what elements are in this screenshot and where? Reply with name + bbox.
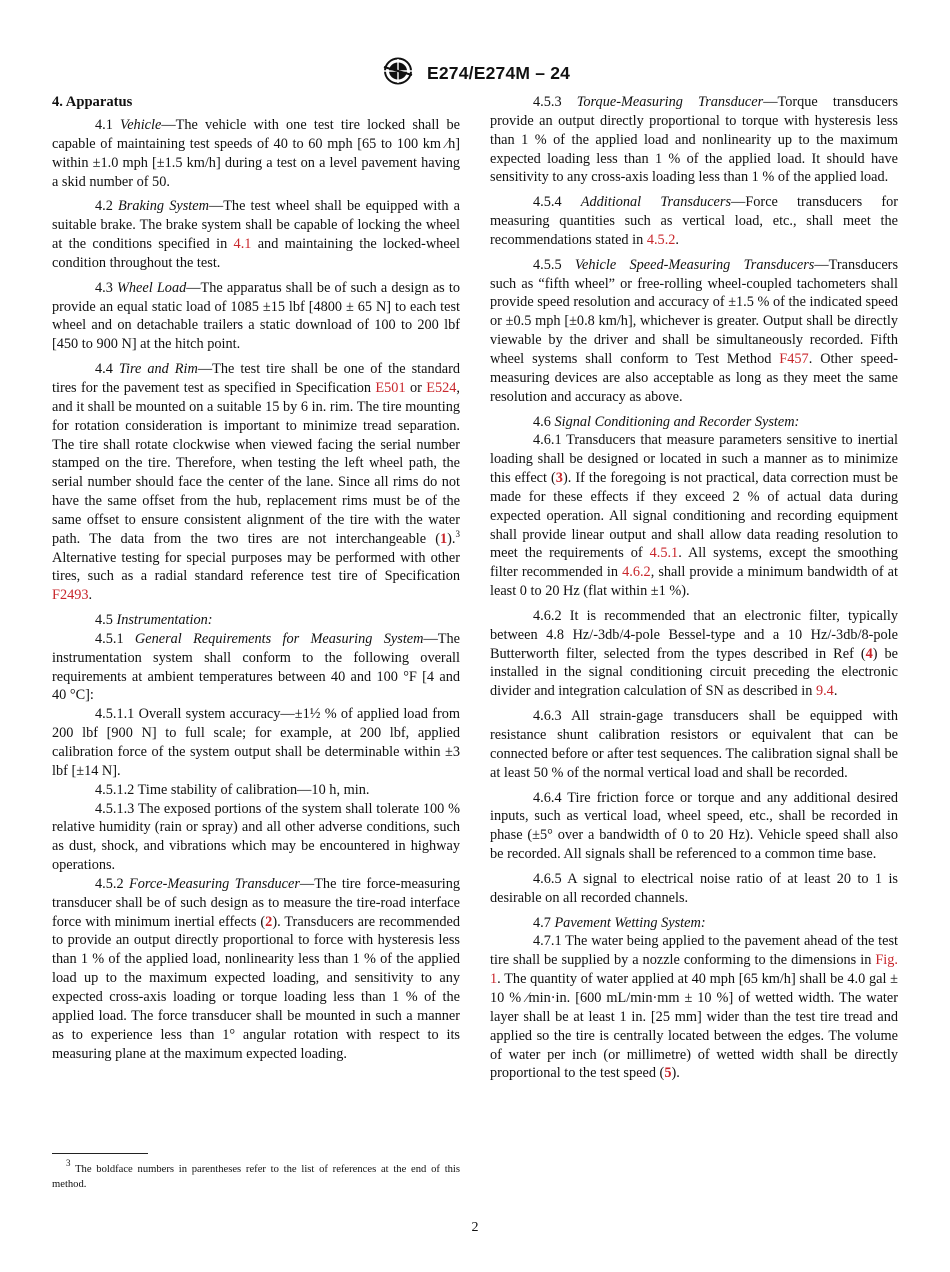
paragraph-4-5-4: 4.5.4 Additional Transducers—Force transducers for measuring quantities such as vertical load, etc., shall meet the recommendations stated in 4.5.2. — [490, 194, 899, 248]
paragraph-4-3: 4.3 Wheel Load—The apparatus shall be of such a design as to provide an equal static load of 1085 ±15 lbf [4800 ± 65 N] to each test wheel and on detachable trailers a static download of 100 to 200 lbf [450 to 900 N] at the hitch point. — [52, 279, 460, 353]
footnote-divider — [52, 1153, 148, 1154]
page-header — [0, 57, 950, 90]
astm-logo-icon — [380, 57, 416, 90]
footnote — [52, 1158, 460, 1192]
paragraph-4-5-3: 4.5.3 Torque-Measuring Transducer—Torque transducers provide an output directly proportional to torque with hysteresis less than 1 % of the applied load and nonlinearity up to the maximum expected loading less than 1 % of the applied load. It should have sensitivity to any cross-axis loading less than 1 % of the applied load. — [490, 94, 899, 186]
ref-link[interactable]: 3 — [555, 470, 563, 487]
paragraph-4-6-5: 4.6.5 A signal to electrical noise ratio of at least 20 to 1 is desirable on all recorded channels. — [490, 870, 898, 906]
paragraph-4-5-5: 4.5.5 Vehicle Speed-Measuring Transducers—Transducers such as “fifth wheel” or free-rolling wheel-coupled tachometers shall provide speed resolution and accuracy of ±1.5 % of the indicated speed or ±0.5 mph [±0.8 km/h], whichever is greater. Output shall be directly viewable by the driver and shall be simultaneously recorded. Fifth wheel systems shall conform to Test Method F457. Other speed-measuring devices are also acceptable as long as they meet the same resolution and accuracy as above. — [490, 256, 899, 405]
paragraph-4-7-1: 4.7.1 The water being applied to the pavement ahead of the test tire shall be supplied by a nozzle conforming to the dimensions in Fig. 1. The quantity of water applied at 40 mph [65 km/h] shall be 4.0 gal ± 10 % ⁄min·in. [600 mL/min·mm ± 10 %] of wetted width. The water layer shall be at least 1 in. [25 mm] wider than the test tire tread and applied so the tire is centrally located between the edges. The volume of water per inch (or millimetre) of wetted width shall be directly proportional to the test speed (5). — [490, 933, 898, 1082]
ref-link[interactable]: 4 — [865, 645, 873, 662]
paragraph-4-6: 4.6 Signal Conditioning and Recorder System: — [533, 413, 800, 430]
paragraph-4-5-1: 4.5.1 General Requirements for Measuring System—The instrumentation system shall conform to the following overall requirements at ambient temperatures between 40 and 100 °F [4 and 40 °C]: — [52, 630, 461, 704]
paragraph-4-6-4: 4.6.4 Tire friction force or torque and any additional desired inputs, such as vertical load, wheel speed, etc., shall be recorded in phase (±5° over a bandwidth of 0 to 20 Hz). Vehicle speed shall also be recorded. All signals shall be referenced to a common time base. — [490, 789, 898, 863]
paragraph-4-5-1-2: 4.5.1.2 Time stability of calibration—10 h, min. — [95, 781, 370, 798]
ref-link[interactable]: 2 — [265, 913, 273, 930]
ref-link[interactable]: 1 — [440, 530, 448, 547]
paragraph-4-6-1: 4.6.1 Transducers that measure parameters sensitive to inertial loading shall be designed or located in such a manner as to minimize this effect (3). If the foregoing is not practical, data correction must be made for these effects if they exceed 2 % of actual data during expected operation. All signal conditioning and recording equipment shall provide linear output and shall allow data reading resolution to meet the requirements of 4.5.1. All systems, except the smoothing filter recommended in 4.6.2, shall provide a minimum bandwidth of at least 0 to 20 Hz (flat within ±1 %). — [490, 432, 899, 600]
paragraph-4-5-1-3: 4.5.1.3 The exposed portions of the system shall tolerate 100 % relative humidity (rain or spray) and all other adverse conditions, such as dust, shock, and vibrations which may be encountered in highway operations. — [52, 800, 460, 874]
ref-link[interactable]: 4.5.2 — [646, 231, 676, 248]
ref-link[interactable]: 9.4 — [815, 683, 834, 700]
paragraph-4-5-2: 4.5.2 Force-Measuring Transducer—The tire force-measuring transducer shall be of such design as to measure the tire-road interface force with minimum inertial effects (2). Transducers are recommended to provide an output directly proportional to force with hysteresis less than 1 % of the applied load, nonlinearity less than 1 % of the applied load up to the maximum expected loading, and sensitivity to any expected cross-axis loading or torque loading less than 1 % of the applied load. The force transducer shall be mounted in such a manner as to experience less than 1° angular rotation with respect to its measuring plane at the maximum expected loading. — [52, 875, 461, 1062]
paragraph-4-1: 4.1 Vehicle—The vehicle with one test tire locked shall be capable of maintaining test speeds of 40 to 60 mph [65 to 100 km ⁄h] within ±1.0 mph [±1.5 km/h] during a test on a level pavement having a skid number of 50. — [52, 117, 461, 190]
ref-link[interactable]: F457 — [779, 350, 809, 367]
paragraph-4-7: 4.7 Pavement Wetting System: — [533, 914, 706, 931]
paragraph-4-6-3: 4.6.3 All strain-gage transducers shall be equipped with resistance shunt calibration resistors or equivalent that can be connected before or after test sequences. The calibration signal shall be at least 50 % of the normal vertical load and shall be recorded. — [490, 708, 898, 781]
footnote-text: The boldface numbers in parentheses refer to the list of references at the end of this method. — [52, 1164, 460, 1190]
left-column — [52, 93, 460, 1063]
ref-link[interactable]: E524 — [426, 379, 457, 396]
right-column — [490, 93, 898, 1083]
ref-link[interactable]: 4.5.1 — [649, 545, 679, 562]
section-title: 4. Apparatus — [52, 94, 133, 110]
footnote-marker: 3 — [455, 528, 460, 539]
paragraph-4-2: 4.2 Braking System—The test wheel shall be equipped with a suitable brake. The brake system shall be capable of locking the wheel at the conditions specified in 4.1 and maintaining the locked-wheel condition throughout the test. — [52, 198, 460, 271]
ref-link[interactable]: Fig. 1 — [490, 952, 898, 988]
ref-link[interactable]: 5 — [664, 1065, 672, 1082]
standard-designation: E274/E274M – 24 — [426, 63, 571, 83]
paragraph-4-5: 4.5 Instrumentation: — [95, 612, 213, 629]
ref-link[interactable]: F2493 — [52, 587, 89, 604]
paragraph-4-4: 4.4 Tire and Rim—The test tire shall be one of the standard tires for the pavement test as specified in Specification E501 or E524, and it shall be mounted on a suitable 15 by 6 in. rim. The tire mounting for rotation consideration is important to minimize tread separation. The tire shall rotate clockwise when viewed facing the serial number stamped on the tire. Therefore, when testing the left wheel path, the serial number should face the center of the lane. Since all rims do not have the same offset from the hub, replacement rims must be of the same offset to ensure consistent alignment of the tire with the water path. The data from the two tires are not interchangeable (1).$^3$ Alternative testing for special purposes may be performed with other tires, such as a radial standard reference test tire of Specification F2493. — [52, 361, 460, 604]
footnote-number: 3 — [66, 1158, 71, 1168]
paragraph-4-5-1-1: 4.5.1.1 Overall system accuracy—±1½ % of applied load from 200 lbf [900 N] to full scale; for example, at 200 lbf, applied calibration force of the system output shall be determinable within ±3 lbf [±14 N]. — [52, 706, 460, 779]
ref-link[interactable]: 4.1 — [233, 236, 252, 253]
ref-link[interactable]: E501 — [375, 379, 406, 396]
page-number: 2 — [471, 1220, 479, 1235]
paragraph-4-6-2: 4.6.2 It is recommended that an electronic filter, typically between 4.8 Hz/-3db/4-pole Bessel-type and a 10 Hz/-3db/8-pole Butterworth filter, selected from the types described in Ref (4) be installed in the signal conditioning circuit preceding the electronic divider and integration calculation of SN as described in 9.4. — [490, 607, 898, 700]
ref-link[interactable]: 4.6.2 — [622, 564, 651, 581]
